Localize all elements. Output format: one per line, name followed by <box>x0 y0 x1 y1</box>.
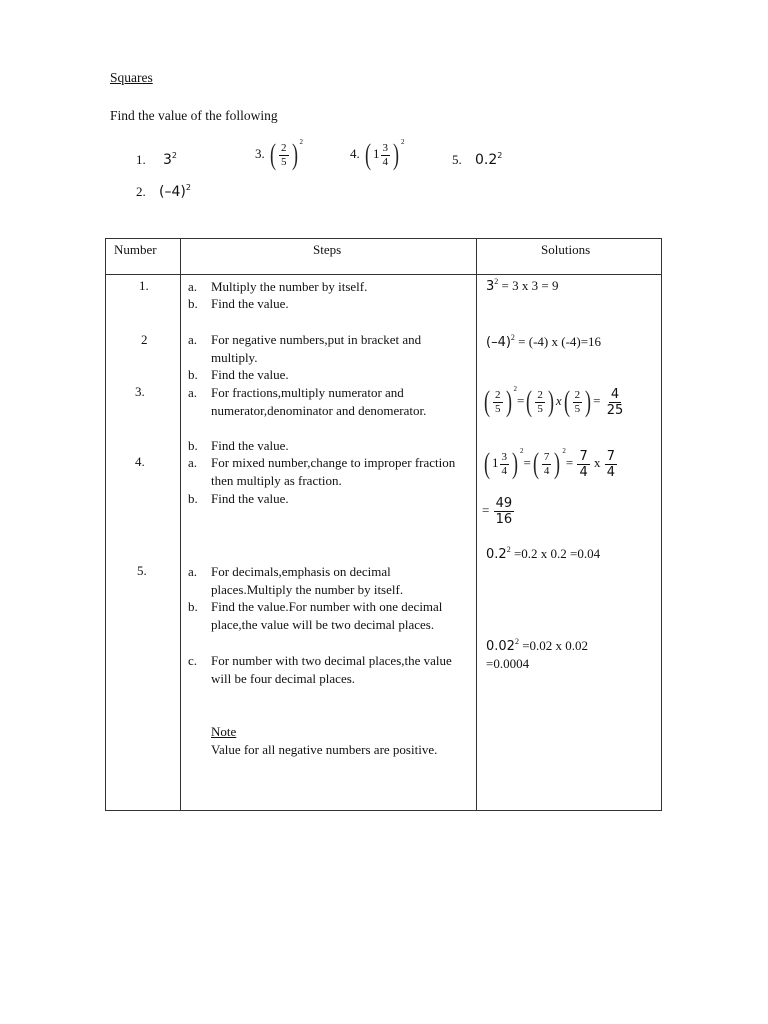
problem-expression: $3^2$ <box>163 151 178 168</box>
column-divider <box>180 239 181 810</box>
fraction: $\frac{3}{4}$ <box>382 141 388 168</box>
solution-4-result: = $\frac{49}{16}$ <box>482 496 513 527</box>
step-item: a. For negative numbers,put in bracket and multiply. <box>188 332 422 365</box>
problem-label: 3. <box>255 145 265 161</box>
header-number: Number <box>114 242 157 257</box>
column-divider <box>476 239 477 810</box>
header-divider <box>106 274 661 275</box>
solution-5b-result: =0.0004 <box>486 656 530 671</box>
row-number: 2 <box>141 332 148 347</box>
step-item: b. Find the value. <box>188 296 289 311</box>
step-item: a. For mixed number,change to improper fraction then multiply as fraction. <box>188 455 456 488</box>
problem-label: 1. <box>136 152 146 167</box>
solution-5b: $0.02^2 =0.02$ x 0.02 <box>486 637 589 654</box>
problem-1 <box>136 152 177 168</box>
instruction-text: Find the value of the following <box>110 108 278 123</box>
problem-2 <box>136 184 191 200</box>
problem-label: 2. <box>136 184 146 199</box>
problem-4: 4. ( 1 $\frac{3}{4}$ ) $^2$ <box>350 137 405 171</box>
problem-expression: $0.2^2$ <box>475 151 503 168</box>
row-number: 1. <box>139 278 149 293</box>
row-number: 5. <box>137 563 147 578</box>
step-item: a. For fractions,multiply numerator and numerator,denominator and denomerator. <box>188 385 427 418</box>
row-number: 3. <box>135 384 145 399</box>
header-solutions: Solutions <box>541 242 591 257</box>
note-title: Note <box>211 724 237 739</box>
fraction: $\frac{2}{5}$ <box>281 141 287 168</box>
note-text: Value for all negative numbers are positive. <box>211 742 438 757</box>
step-item: b. Find the value. <box>188 438 289 453</box>
page-title: Squares <box>110 70 153 85</box>
problem-3: 3. ( $\frac{2}{5}$ ) $^2$ <box>255 137 303 171</box>
step-item: a. For decimals,emphasis on decimal places.Multiply the number by itself. <box>188 564 404 597</box>
step-item: a. Multiply the number by itself. <box>188 279 368 294</box>
step-item: b. Find the value. <box>188 367 289 382</box>
step-item: c. For number with two decimal places,the value will be four decimal places. <box>188 653 452 686</box>
step-item: b. Find the value.For number with one decimal place,the value will be two decimal places. <box>188 599 443 632</box>
solution-4: ( 1 $\frac{3}{4}$ ) $^2$=( $\frac{7}{4}$ ) $^2$= $\frac{7}{4}$ x $\frac{7}{4}$ <box>484 446 615 480</box>
solution-2: $(-4)^2 = (-4)$ x (-4)=16 <box>486 333 602 350</box>
problem-5 <box>452 152 502 168</box>
row-number: 4. <box>135 454 145 469</box>
solution-1: $3^2 = 3$ x 3 = 9 <box>486 277 559 294</box>
solutions-table <box>105 238 662 811</box>
header-steps: Steps <box>313 242 342 257</box>
problem-label: 4. <box>350 145 360 161</box>
solution-5a: $0.2^2 =0.2$ x 0.2 =0.04 <box>486 545 601 562</box>
step-item: b. Find the value. <box>188 491 289 506</box>
problem-expression: $(-4)^2$ <box>159 183 191 200</box>
solution-3: ( $\frac{2}{5}$ ) $^2$=( $\frac{2}{5}$ ) x( $\frac{2}{5}$ ) = $\frac{4}{25}$ <box>484 384 624 418</box>
problem-label: 5. <box>452 152 462 167</box>
